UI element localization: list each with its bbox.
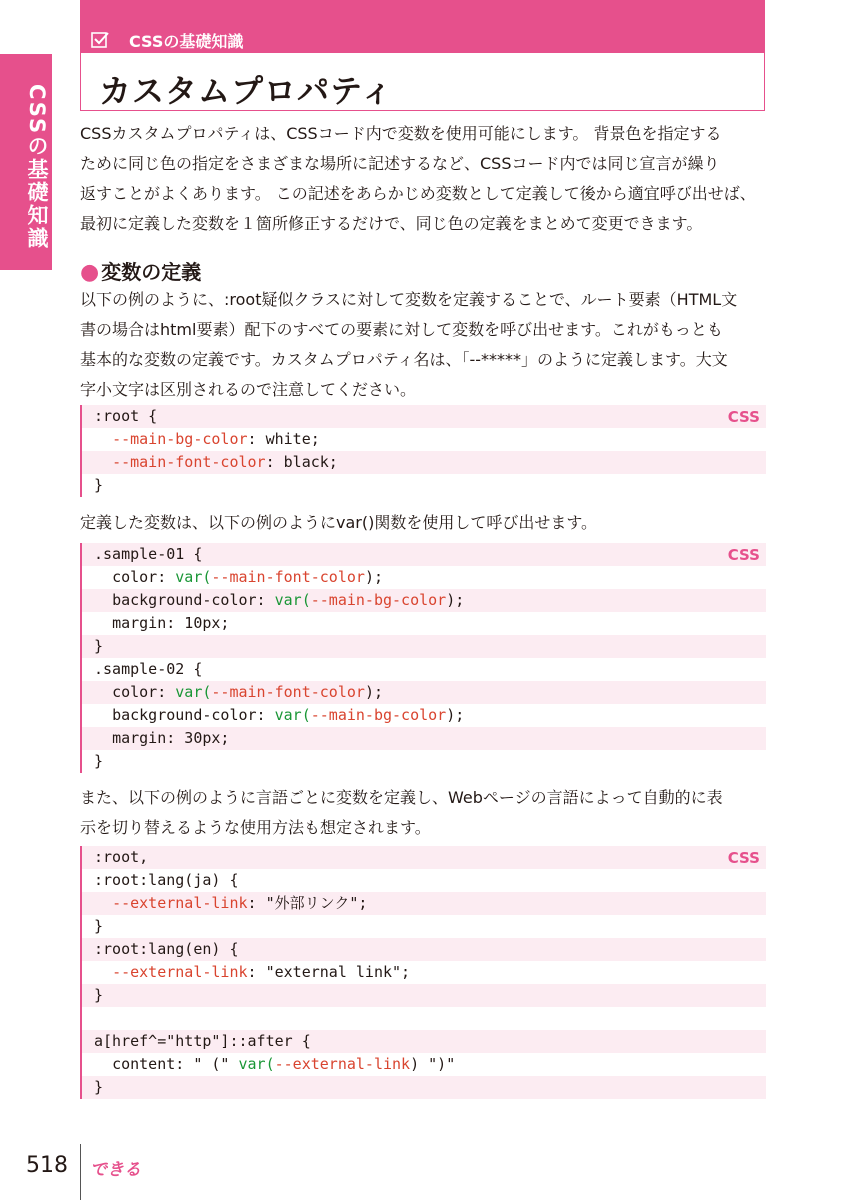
section-heading-text: 変数の定義 <box>101 260 202 284</box>
paragraph-line: 字小文字は区別されるので注意してください。 <box>80 380 417 399</box>
brand-logo: できる <box>90 1160 141 1180</box>
paragraph-line: また、以下の例のように言語ごとに変数を定義し、Webページの言語によって自動的に表 <box>80 788 723 807</box>
code-line: --main-bg-color: white; <box>82 428 766 451</box>
paragraph-line: 以下の例のように、:root疑似クラスに対して変数を定義することで、ルート要素（HTML文 <box>80 290 738 309</box>
code-line: :root { <box>82 405 766 428</box>
code-line <box>82 1007 766 1030</box>
code-line: } <box>82 984 766 1007</box>
intro-line: 最初に定義した変数を１箇所修正するだけで、同じ色の定義をまとめて変更できます。 <box>80 214 703 233</box>
section-strip <box>81 24 764 53</box>
side-tab <box>0 54 52 270</box>
code-line: margin: 10px; <box>82 612 766 635</box>
paragraph-line: 示を切り替えるような使用方法も想定されます。 <box>80 818 431 837</box>
code-line: } <box>82 1076 766 1099</box>
page-number: 518 <box>26 1153 68 1178</box>
code-line: background-color: var(--main-bg-color); <box>82 704 766 727</box>
code-line: color: var(--main-font-color); <box>82 566 766 589</box>
side-tab-label: CSSの基礎知識 <box>25 84 49 251</box>
code-line: } <box>82 750 766 773</box>
code-line: .sample-02 { <box>82 658 766 681</box>
code-line: --external-link: "external link"; <box>82 961 766 984</box>
code-line: } <box>82 915 766 938</box>
code-line: } <box>82 635 766 658</box>
var-paragraph: 定義した変数は、以下の例のようにvar()関数を使用して呼び出せます。 <box>80 513 598 532</box>
code-line: :root, <box>82 846 766 869</box>
checkbox-icon <box>91 31 109 49</box>
code-line: margin: 30px; <box>82 727 766 750</box>
title-box <box>80 24 765 111</box>
code-line: } <box>82 474 766 497</box>
code-line: .sample-01 { <box>82 543 766 566</box>
code-line: :root:lang(en) { <box>82 938 766 961</box>
header-bar <box>80 0 765 24</box>
code-language-tag: CSS <box>727 408 760 426</box>
code-line: --main-font-color: black; <box>82 451 766 474</box>
definition-paragraph <box>80 285 766 405</box>
code-block-lang <box>80 846 766 1099</box>
intro-paragraph <box>80 119 766 239</box>
intro-line: 返すことがよくあります。 この記述をあらかじめ変数として定義して後から適宜呼び出せば、 <box>80 184 756 203</box>
section-label: CSSの基礎知識 <box>129 32 244 51</box>
footer-divider <box>80 1144 81 1200</box>
paragraph-line: 書の場合はhtml要素）配下のすべての要素に対して変数を呼び出せます。これがもっとも <box>80 320 723 339</box>
bullet-dot-icon: ● <box>80 260 100 285</box>
lang-paragraph <box>80 783 766 843</box>
code-line: --external-link: "外部リンク"; <box>82 892 766 915</box>
code-line: :root:lang(ja) { <box>82 869 766 892</box>
code-line: content: " (" var(--external-link) ")" <box>82 1053 766 1076</box>
code-line: a[href^="http"]::after { <box>82 1030 766 1053</box>
intro-line: CSSカスタムプロパティは、CSSコード内で変数を使用可能にします。 背景色を指定する <box>80 124 722 143</box>
code-block-root <box>80 405 766 497</box>
code-language-tag: CSS <box>727 849 760 867</box>
section-heading <box>80 256 201 285</box>
code-block-var <box>80 543 766 773</box>
paragraph-line: 基本的な変数の定義です。カスタムプロパティ名は、「--*****」のように定義します。大文 <box>80 350 728 369</box>
code-line: background-color: var(--main-bg-color); <box>82 589 766 612</box>
code-language-tag: CSS <box>727 546 760 564</box>
code-line: color: var(--main-font-color); <box>82 681 766 704</box>
intro-line: ために同じ色の指定をさまざまな場所に記述するなど、CSSコード内では同じ宣言が繰り <box>80 154 720 173</box>
page-title: カスタムプロパティ <box>99 72 394 110</box>
